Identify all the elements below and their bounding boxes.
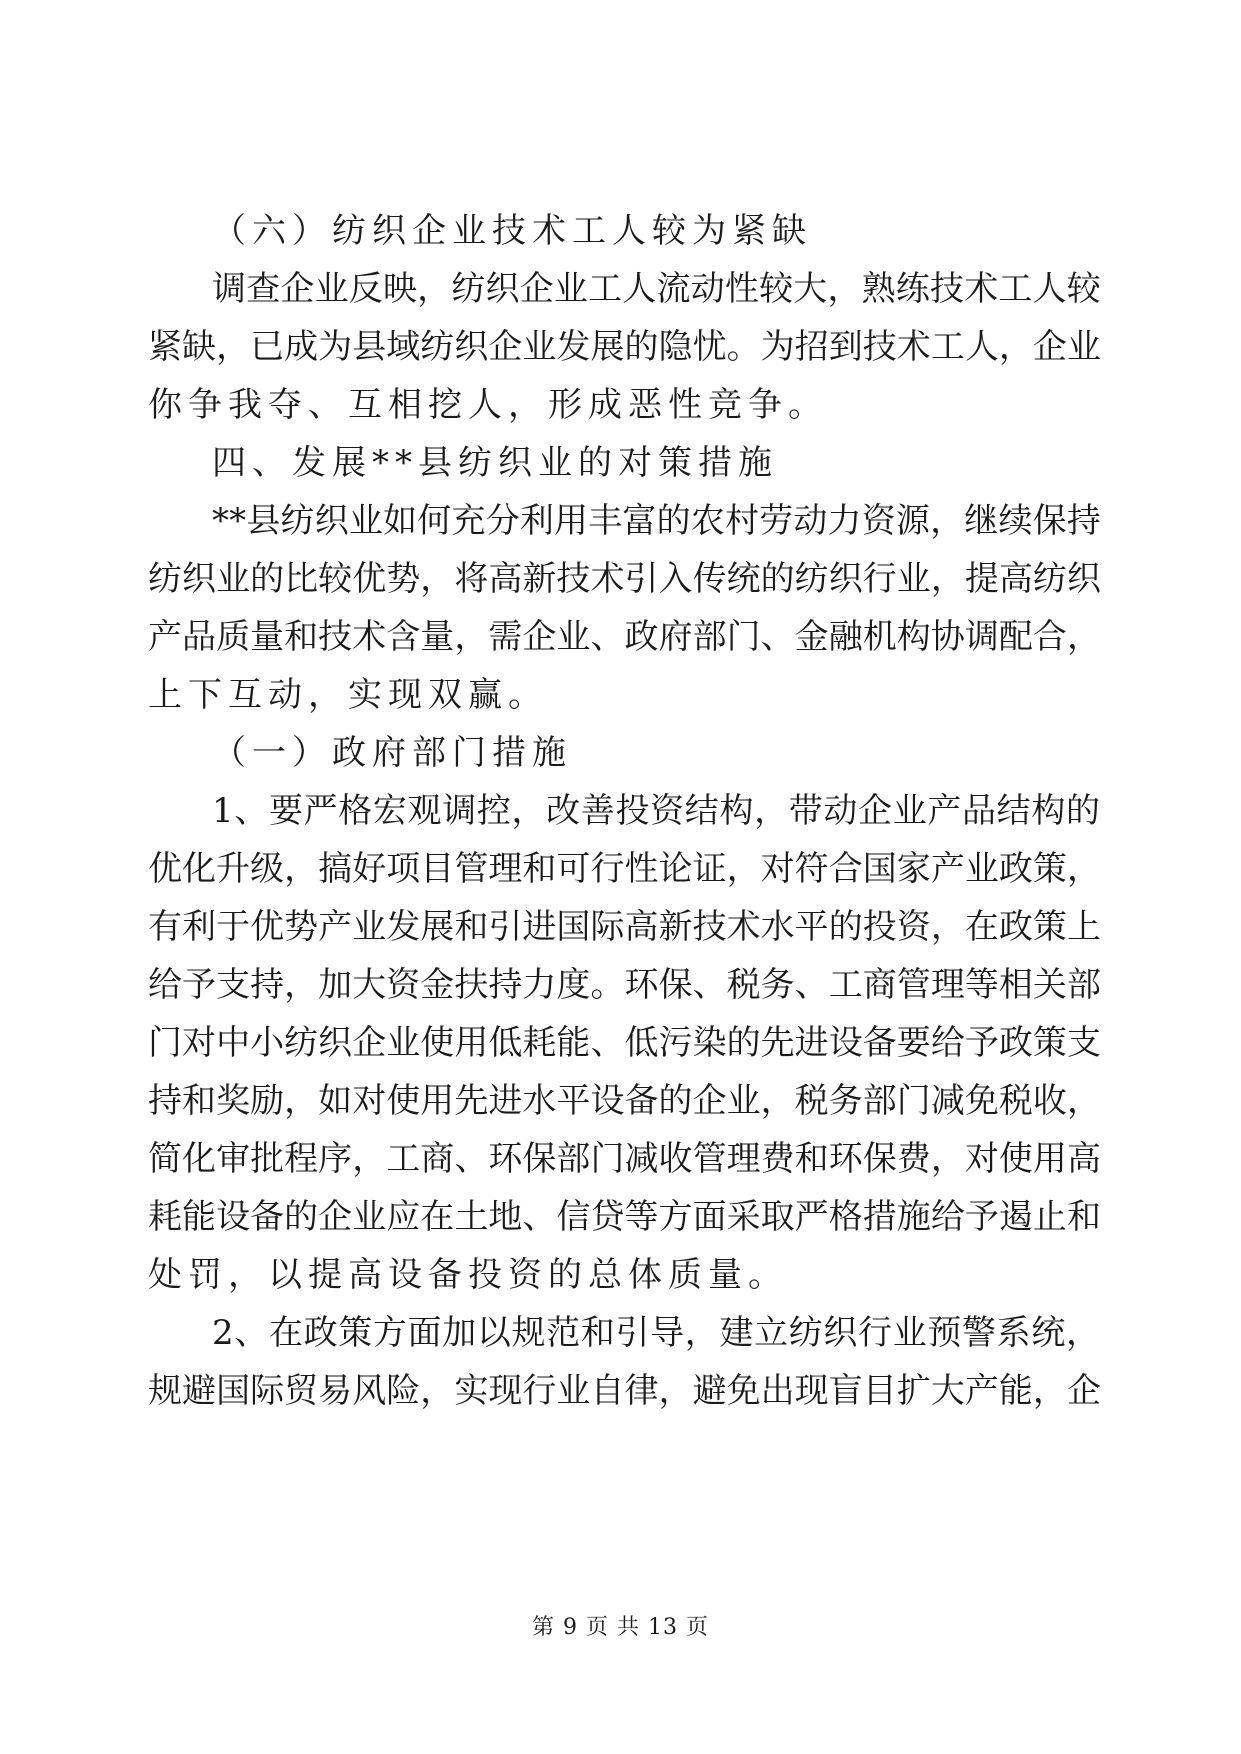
paragraph-line: 1、要严格宏观调控，改善投资结构，带动企业产品结构的 [212, 791, 1101, 831]
paragraph-line: 有利于优势产业发展和引进国际高新技术水平的投资，在政策上 [148, 907, 1101, 947]
paragraph-line: 产品质量和技术含量，需企业、政府部门、金融机构协调配合， [148, 617, 1101, 657]
paragraph-line: 简化审批程序，工商、环保部门减收管理费和环保费，对使用高 [148, 1139, 1101, 1179]
paragraph-line: 上下互动，实现双赢。 [148, 675, 548, 715]
paragraph-line: 紧缺，已成为县域纺织企业发展的隐忧。为招到技术工人，企业 [148, 327, 1101, 367]
paragraph-line: 你争我夺、互相挖人，形成恶性竞争。 [148, 385, 828, 425]
paragraph-line: 持和奖励，如对使用先进水平设备的企业，税务部门减免税收， [148, 1081, 1101, 1121]
section-heading-6: （六）纺织企业技术工人较为紧缺 [212, 211, 812, 251]
paragraph-line: **县纺织业如何充分利用丰富的农村劳动力资源，继续保持 [212, 501, 1101, 541]
paragraph-line: 2、在政策方面加以规范和引导，建立纺织行业预警系统， [212, 1313, 1101, 1353]
section-heading-1: （一）政府部门措施 [212, 733, 572, 773]
paragraph-line: 门对中小纺织企业使用低耗能、低污染的先进设备要给予政策支 [148, 1023, 1101, 1063]
paragraph-line: 规避国际贸易风险，实现行业自律，避免出现盲目扩大产能，企 [148, 1371, 1101, 1411]
page-number-footer: 第 9 页 共 13 页 [532, 1615, 709, 1640]
paragraph-line: 处罚，以提高设备投资的总体质量。 [148, 1255, 788, 1295]
paragraph-line: 优化升级，搞好项目管理和可行性论证，对符合国家产业政策， [148, 849, 1101, 889]
paragraph-line: 耗能设备的企业应在土地、信贷等方面采取严格措施给予遏止和 [148, 1197, 1101, 1237]
paragraph-line: 给予支持，加大资金扶持力度。环保、税务、工商管理等相关部 [148, 965, 1101, 1005]
paragraph-line: 调查企业反映，纺织企业工人流动性较大，熟练技术工人较 [212, 269, 1101, 309]
paragraph-line: 纺织业的比较优势，将高新技术引入传统的纺织行业，提高纺织 [148, 559, 1101, 599]
section-heading-4: 四、发展**县纺织业的对策措施 [212, 443, 778, 483]
